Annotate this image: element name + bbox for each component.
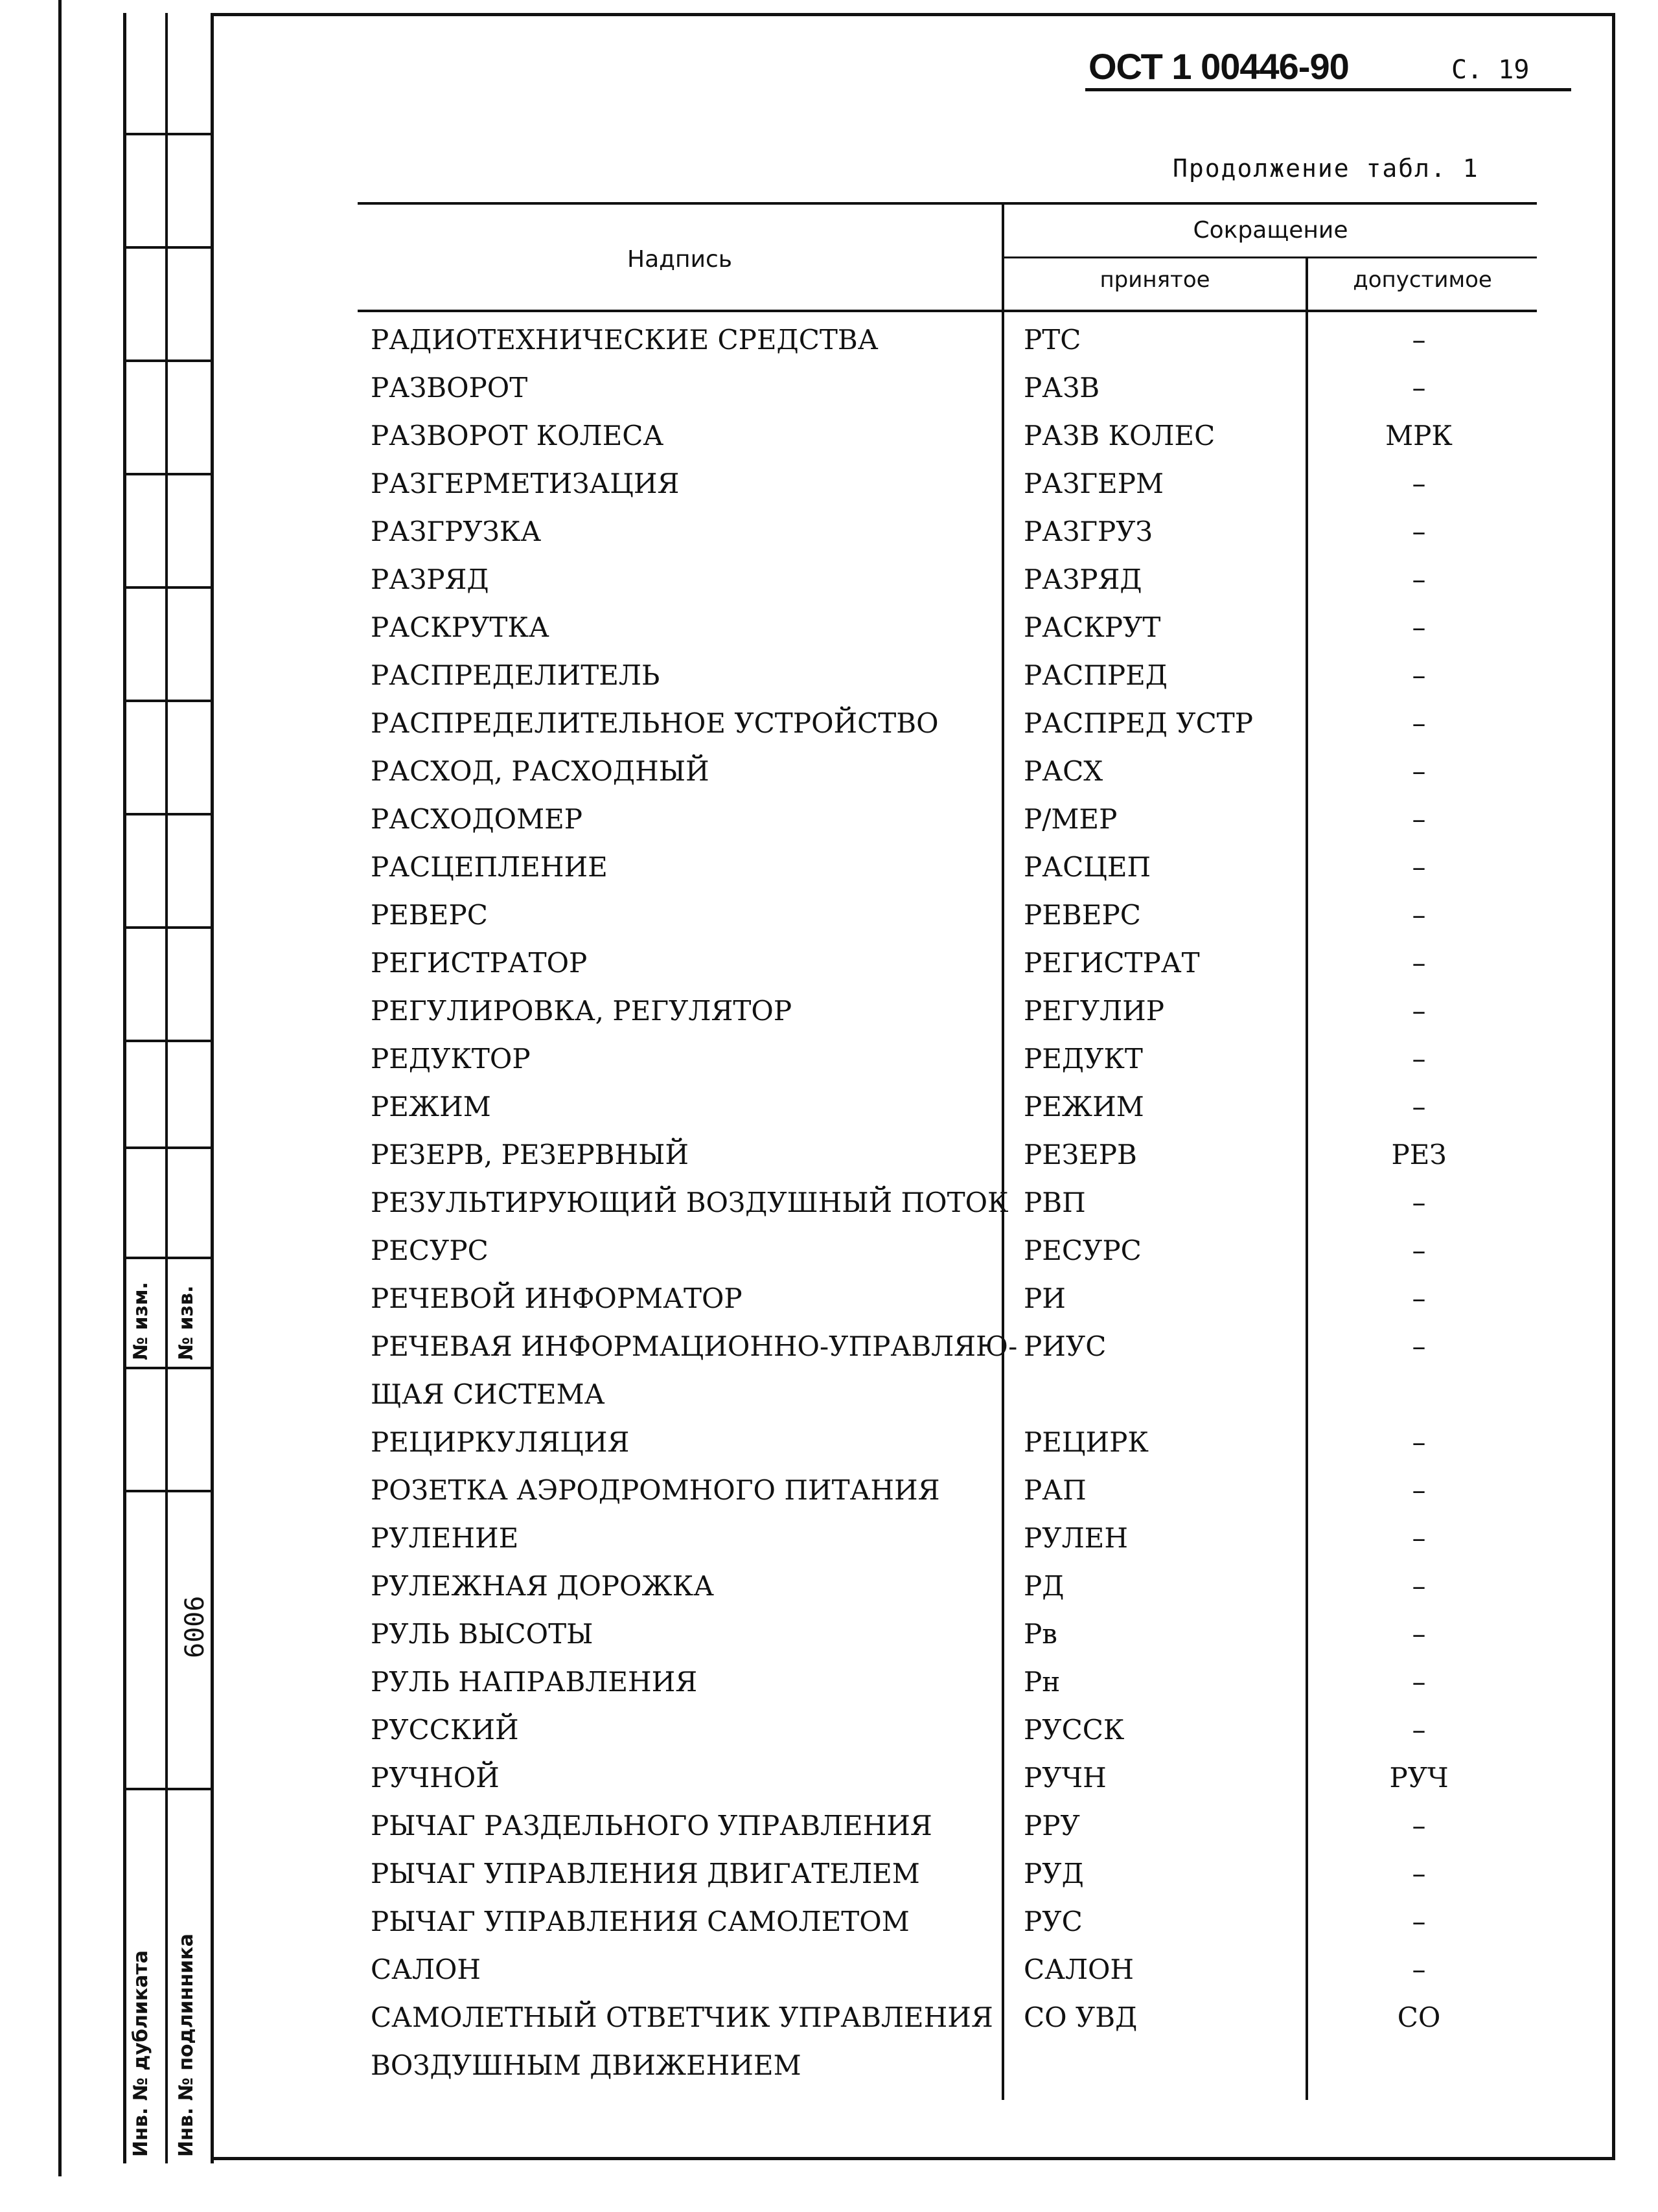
row-accepted-abbreviation: РАП [1024,1474,1087,1506]
row-allowed-abbreviation: – [1412,324,1426,356]
row-label: РАЗГРУЗКА [371,516,542,547]
row-allowed-abbreviation: – [1412,1906,1426,1937]
row-allowed-abbreviation: МРК [1385,420,1453,451]
table-row [0,1858,1658,1906]
row-accepted-abbreviation: РЕГУЛИР [1024,995,1165,1027]
row-allowed-abbreviation: – [1412,707,1426,739]
row-accepted-abbreviation: РАЗВ КОЛЕС [1024,420,1215,451]
row-label: РЕДУКТОР [371,1043,531,1075]
table-row [0,611,1658,659]
row-label: РЫЧАГ УПРАВЛЕНИЯ ДВИГАТЕЛЕМ [371,1858,920,1889]
row-label: РАСХОДОМЕР [371,803,583,835]
row-label: РЕГУЛИРОВКА, РЕГУЛЯТОР [371,995,792,1027]
table-subheader-rule [1003,257,1537,258]
row-label: РЕЗЕРВ, РЕЗЕРВНЫЙ [371,1139,689,1170]
row-allowed-abbreviation: – [1412,1954,1426,1985]
row-allowed-abbreviation: РУЧ [1389,1762,1449,1794]
table-row [0,1570,1658,1618]
row-accepted-abbreviation: Р/МЕР [1024,803,1118,835]
row-label: РЕЧЕВОЙ ИНФОРМАТОР [371,1283,743,1314]
table-row [0,1139,1658,1187]
table-row [0,803,1658,851]
row-label: РУЛЬ НАПРАВЛЕНИЯ [371,1666,698,1698]
table-row [0,1378,1658,1426]
row-accepted-abbreviation: РТС [1024,324,1081,356]
table-row [0,1043,1658,1091]
row-allowed-abbreviation: – [1412,1810,1426,1841]
row-accepted-abbreviation: Pн [1024,1666,1061,1698]
table-row [0,420,1658,468]
row-label: РУЧНОЙ [371,1762,500,1794]
row-allowed-abbreviation: – [1412,947,1426,979]
row-accepted-abbreviation: РАСЦЕП [1024,851,1151,883]
column-header-allowed: допустимое [1353,267,1492,293]
row-label: РАСКРУТКА [371,611,549,643]
table-row [0,659,1658,707]
row-label: САМОЛЕТНЫЙ ОТВЕТЧИК УПРАВЛЕНИЯ [371,2001,993,2033]
table-row [0,1666,1658,1714]
row-allowed-abbreviation: – [1412,1666,1426,1698]
row-label: РАЗГЕРМЕТИЗАЦИЯ [371,468,680,499]
row-accepted-abbreviation: РАСКРУТ [1024,611,1161,643]
row-accepted-abbreviation: РУЛЕН [1024,1522,1128,1554]
row-label: РЫЧАГ УПРАВЛЕНИЯ САМОЛЕТОМ [371,1906,910,1937]
row-accepted-abbreviation: РВП [1024,1187,1086,1218]
row-allowed-abbreviation: – [1412,899,1426,931]
row-accepted-abbreviation: РИУС [1024,1330,1107,1362]
row-allowed-abbreviation: – [1412,1618,1426,1650]
table-row [0,1906,1658,1954]
row-accepted-abbreviation: РАЗГЕРМ [1024,468,1164,499]
row-allowed-abbreviation: – [1412,1714,1426,1746]
row-label: ЩАЯ СИСТЕМА [371,1378,605,1410]
row-label: РАСХОД, РАСХОДНЫЙ [371,755,709,787]
row-allowed-abbreviation: – [1412,1474,1426,1506]
table-continuation-label: Продолжение табл. 1 [1173,154,1479,183]
table-row [0,1714,1658,1762]
row-accepted-abbreviation: РД [1024,1570,1065,1602]
row-allowed-abbreviation: – [1412,1858,1426,1889]
row-accepted-abbreviation: РАЗРЯД [1024,564,1142,595]
table-row [0,372,1658,420]
table-row [0,899,1658,947]
row-accepted-abbreviation: РРУ [1024,1810,1080,1841]
row-accepted-abbreviation: Pв [1024,1618,1057,1650]
row-label: РЕСУРС [371,1235,489,1266]
row-allowed-abbreviation: – [1412,468,1426,499]
row-allowed-abbreviation: РЕЗ [1391,1139,1447,1170]
table-header-bottom-rule [358,310,1537,312]
row-label: ВОЗДУШНЫМ ДВИЖЕНИЕМ [371,2049,801,2081]
row-accepted-abbreviation: СО УВД [1024,2001,1138,2033]
table-row [0,947,1658,995]
table-row [0,468,1658,516]
row-accepted-abbreviation: РЕГИСТРАТ [1024,947,1200,979]
row-allowed-abbreviation: – [1412,659,1426,691]
table-row [0,1618,1658,1666]
row-allowed-abbreviation: – [1412,564,1426,595]
row-accepted-abbreviation: РАСПРЕД УСТР [1024,707,1254,739]
table-row [0,1330,1658,1378]
table-row [0,1426,1658,1474]
row-allowed-abbreviation: – [1412,1570,1426,1602]
row-allowed-abbreviation: СО [1397,2001,1441,2033]
notice-number-label: № изв. [175,1285,198,1360]
row-allowed-abbreviation: – [1412,1522,1426,1554]
page-number: С. 19 [1451,55,1530,85]
change-number-label: № изм. [130,1282,152,1360]
row-accepted-abbreviation: РЕЗЕРВ [1024,1139,1137,1170]
row-label: РУССКИЙ [371,1714,519,1746]
table-row [0,1283,1658,1330]
table-row [0,707,1658,755]
table-row [0,995,1658,1043]
column-header-abbreviation: Сокращение [1193,217,1348,244]
row-allowed-abbreviation: – [1412,611,1426,643]
table-row [0,1235,1658,1283]
row-label: РУЛЬ ВЫСОТЫ [371,1618,593,1650]
row-label: РЫЧАГ РАЗДЕЛЬНОГО УПРАВЛЕНИЯ [371,1810,932,1841]
row-accepted-abbreviation: РУЧН [1024,1762,1107,1794]
table-row [0,1474,1658,1522]
row-allowed-abbreviation: – [1412,516,1426,547]
table-top-rule [358,202,1537,205]
row-label: РЕЧЕВАЯ ИНФОРМАЦИОННО-УПРАВЛЯЮ- [371,1330,1018,1362]
row-label: РАЗВОРОТ КОЛЕСА [371,420,664,451]
table-row [0,1762,1658,1810]
strip-rule [123,133,214,135]
row-label: РЕЖИМ [371,1091,491,1123]
table-row [0,1810,1658,1858]
duplicate-inventory-label: Инв. № дубликата [130,1950,152,2157]
row-label: РАЗРЯД [371,564,489,595]
row-accepted-abbreviation: РИ [1024,1283,1066,1314]
row-accepted-abbreviation: РАЗГРУЗ [1024,516,1153,547]
table-row [0,2001,1658,2049]
table-row [0,1091,1658,1139]
row-accepted-abbreviation: РЕВЕРС [1024,899,1141,931]
row-allowed-abbreviation: – [1412,1330,1426,1362]
original-inventory-number: 6006 [180,1595,210,1658]
row-allowed-abbreviation: – [1412,851,1426,883]
row-accepted-abbreviation: САЛОН [1024,1954,1134,1985]
row-label: РЕГИСТРАТОР [371,947,588,979]
row-label: РЕВЕРС [371,899,488,931]
document-code: ОСТ 1 00446-90 [1088,46,1349,87]
table-row [0,755,1658,803]
row-accepted-abbreviation: РУД [1024,1858,1084,1889]
row-label: РОЗЕТКА АЭРОДРОМНОГО ПИТАНИЯ [371,1474,940,1506]
column-header-accepted: принятое [1100,267,1210,293]
row-label: РАСЦЕПЛЕНИЕ [371,851,608,883]
table-row [0,2049,1658,2097]
table-row [0,1522,1658,1570]
row-accepted-abbreviation: РЕЖИМ [1024,1091,1144,1123]
row-accepted-abbreviation: РЕДУКТ [1024,1043,1143,1075]
table-row [0,324,1658,372]
row-accepted-abbreviation: РАСХ [1024,755,1103,787]
row-accepted-abbreviation: РАЗВ [1024,372,1100,404]
strip-rule [123,246,214,249]
row-label: РУЛЕЖНАЯ ДОРОЖКА [371,1570,714,1602]
row-label: РАДИОТЕХНИЧЕСКИЕ СРЕДСТВА [371,324,879,356]
row-allowed-abbreviation: – [1412,1091,1426,1123]
row-accepted-abbreviation: РЕЦИРК [1024,1426,1149,1458]
row-allowed-abbreviation: – [1412,1235,1426,1266]
row-allowed-abbreviation: – [1412,1043,1426,1075]
table-row [0,516,1658,564]
row-allowed-abbreviation: – [1412,995,1426,1027]
table-row [0,564,1658,611]
header-rule [1085,88,1571,91]
row-label: САЛОН [371,1954,481,1985]
row-label: РАСПРЕДЕЛИТЕЛЬ [371,659,660,691]
row-label: РУЛЕНИЕ [371,1522,519,1554]
original-inventory-label: Инв. № подлинника [175,1933,198,2157]
row-label: РЕЦИРКУЛЯЦИЯ [371,1426,630,1458]
row-label: РЕЗУЛЬТИРУЮЩИЙ ВОЗДУШНЫЙ ПОТОК [371,1187,1009,1218]
row-accepted-abbreviation: РУС [1024,1906,1083,1937]
row-accepted-abbreviation: РАСПРЕД [1024,659,1168,691]
row-accepted-abbreviation: РЕСУРС [1024,1235,1142,1266]
table-row [0,1954,1658,2001]
row-allowed-abbreviation: – [1412,755,1426,787]
row-allowed-abbreviation: – [1412,372,1426,404]
row-label: РАСПРЕДЕЛИТЕЛЬНОЕ УСТРОЙСТВО [371,707,939,739]
row-allowed-abbreviation: – [1412,803,1426,835]
row-allowed-abbreviation: – [1412,1187,1426,1218]
row-allowed-abbreviation: – [1412,1283,1426,1314]
row-allowed-abbreviation: – [1412,1426,1426,1458]
column-header-name: Надпись [627,246,732,273]
row-label: РАЗВОРОТ [371,372,528,404]
table-row [0,1187,1658,1235]
table-row [0,851,1658,899]
row-accepted-abbreviation: РУССК [1024,1714,1125,1746]
